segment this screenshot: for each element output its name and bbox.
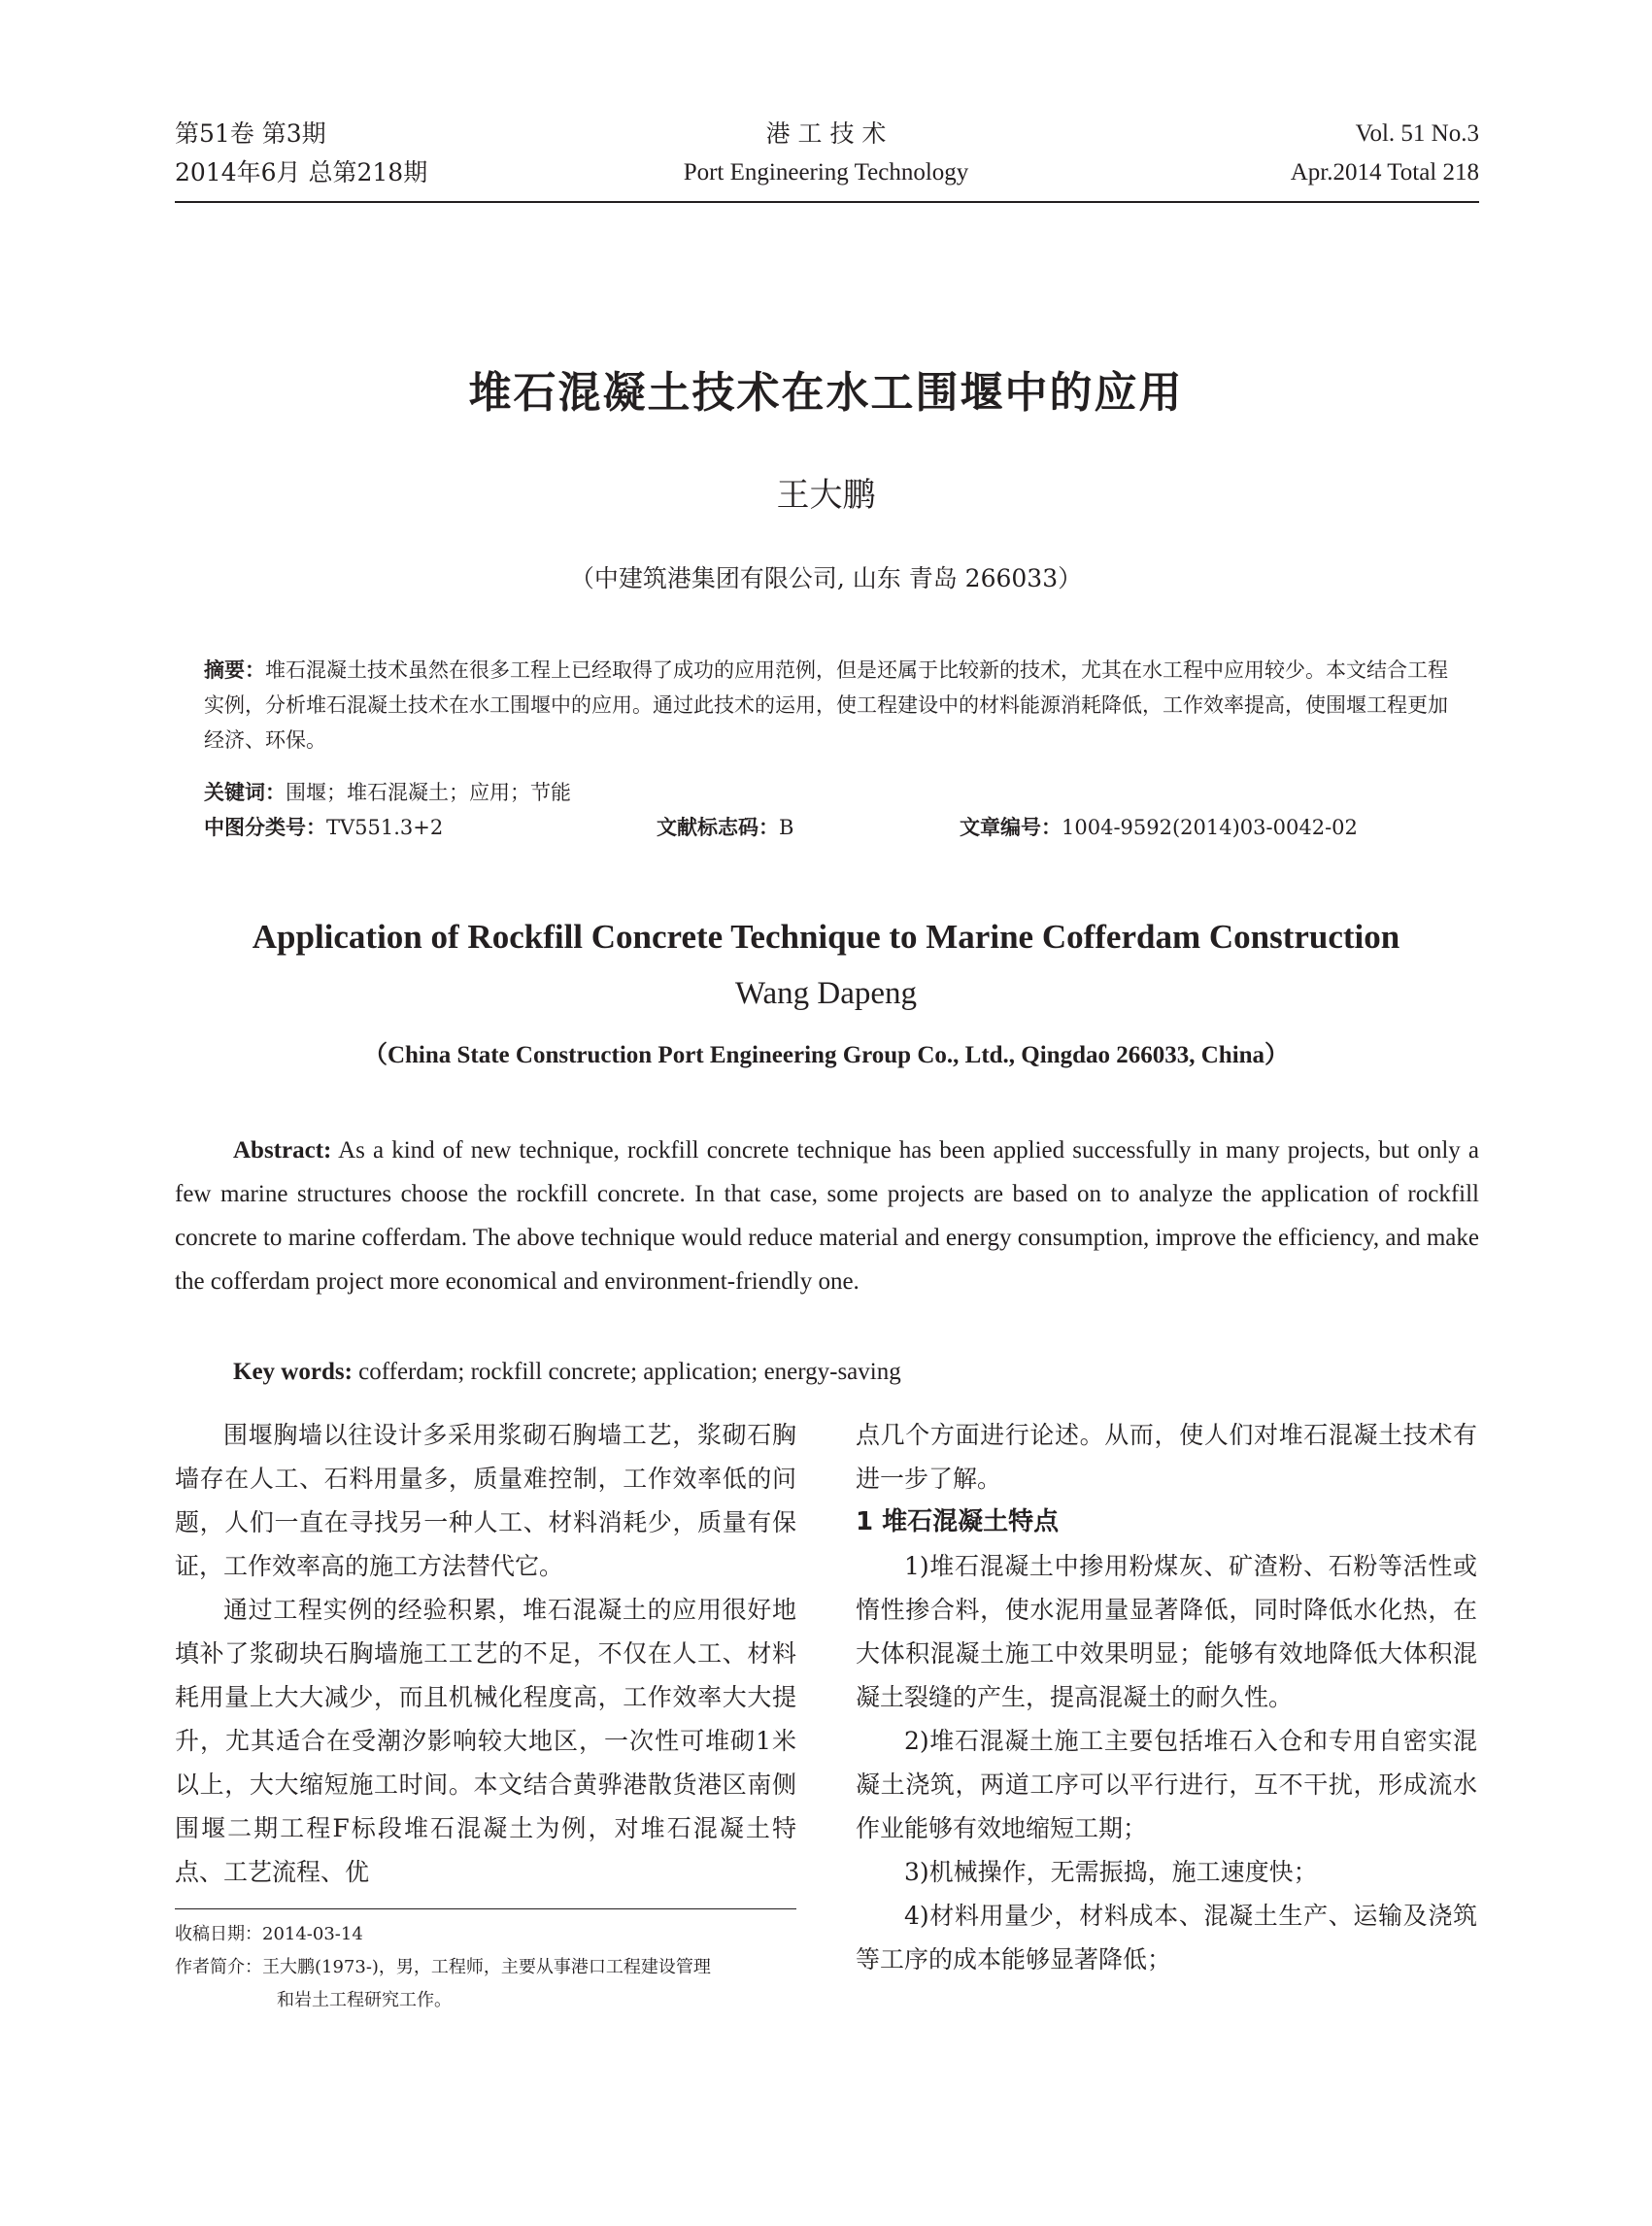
abstract-en-label: Abstract: [233,1137,332,1164]
volume-issue-en: Vol. 51 No.3 [1355,120,1479,147]
body-paragraph-continued: 点几个方面进行论述。从而，使人们对堆石混凝土技术有进一步了解。 [856,1421,1477,1493]
affiliation-cn: （中建筑港集团有限公司, 山东 青岛 266033） [569,564,1083,592]
body-paragraph: 通过工程实例的经验积累，堆石混凝土的应用很好地填补了浆砌块石胸墙施工工艺的不足，不仅在人工、材料耗用量上大大减少，而且机械化程度高，工作效率大大提升，尤其适合在受潮汐影响较大地区，一次性可堆砌1米以上，大大缩短施工时间。本文结合黄骅港散货港区南侧围堰二期工程F标段堆石混凝土为例，对堆石混凝土特点、工艺流程、优 [175,1596,796,1886]
document-code [657,810,793,845]
abstract-cn-label: 摘要： [204,658,265,682]
keywords-cn-text: 围堰；堆石混凝土；应用；节能 [286,781,571,804]
affiliation-en: （China State Construction Port Engineering Group Co., Ltd., Qingdao 266033, China） [362,1042,1290,1068]
journal-name-cn: 港 工 技 术 [765,119,887,148]
journal-issue-info-en [1291,115,1479,192]
abstract-cn-text: 堆石混凝土技术虽然在很多工程上已经取得了成功的应用范例，但是还属于比较新的技术，尤其在水工程中应用较少。本文结合工程实例，分析堆石混凝土技术在水工围堰中的应用。通过此技术的运用，使工程建设中的材料能源消耗降低，工作效率提高，使围堰工程更加经济、环保。 [204,658,1448,752]
author-bio: 作者简介：王大鹏(1973-)，男，工程师，主要从事港口工程建设管理 [175,1957,711,1977]
keywords-cn [204,775,1457,810]
paper-title-en: Application of Rockfill Concrete Technique to Marine Cofferdam Construction [252,918,1400,956]
journal-name-en: Port Engineering Technology [683,159,969,186]
abstract-en-text: As a kind of new technique, rockfill concrete technique has been applied successfully in many projects, but only a few marine structures choose the rockfill concrete. In that case, some projects are based on to analyze the application of rockfill concrete to marine cofferdam. The above technique would reduce material and energy consumption, improve the efficiency, and make the cofferdam project more economical and environment-friendly one. [175,1137,1479,1295]
clc-label: 中图分类号： [204,816,326,839]
doc-code-label: 文献标志码： [657,816,779,839]
keywords-cn-label: 关键词： [204,781,286,804]
paper-title-cn: 堆石混凝土技术在水工围堰中的应用 [468,368,1184,418]
keywords-en-label: Key words: [233,1359,353,1385]
body-paragraph: 围堰胸墙以往设计多采用浆砌石胸墙工艺，浆砌石胸墙存在人工、石料用量多，质量难控制，工作效率低的问题，人们一直在寻找另一种人工、材料消耗少，质量有保证，工作效率高的施工方法替代它。 [175,1421,796,1580]
section-heading: 1 堆石混凝土特点 [856,1507,1060,1536]
article-number-label: 文章编号： [960,816,1062,839]
date-total-issue: 2014年6月 总第218期 [175,158,428,186]
doc-code-value: B [779,816,794,839]
volume-issue: 第51卷 第3期 [175,119,326,148]
received-date: 收稿日期：2014-03-14 [175,1924,363,1944]
footnote [175,1918,816,2017]
body-right-column [856,1413,1477,1981]
article-number [960,810,1358,845]
body-left-column [175,1413,796,1894]
author-en: Wang Dapeng [734,976,918,1011]
article-number-value: 1004-9592(2014)03-0042-02 [1062,816,1358,839]
clc-number [204,810,443,845]
abstract-cn [204,653,1457,758]
list-item: 4)材料用量少，材料成本、混凝土生产、运输及浇筑等工序的成本能够显著降低； [856,1902,1477,1973]
list-item: 3)机械操作，无需振捣，施工速度快； [904,1858,1318,1886]
keywords-en [233,1350,901,1394]
author-cn: 王大鹏 [776,476,876,515]
list-item: 1)堆石混凝土中掺用粉煤灰、矿渣粉、石粉等活性或惰性掺合料，使水泥用量显著降低，同时降低水化热，在大体积混凝土施工中效果明显；能够有效地降低大体积混凝土裂缝的产生，提高混凝土的耐久性。 [856,1552,1477,1711]
list-item: 2)堆石混凝土施工主要包括堆石入仓和专用自密实混凝土浇筑，两道工序可以平行进行，互不干扰，形成流水作业能够有效地缩短工期； [856,1727,1477,1842]
date-total-en: Apr.2014 Total 218 [1290,159,1479,186]
footnote-divider [175,1908,796,1909]
header-divider [175,201,1479,203]
clc-value: TV551.3+2 [326,816,444,839]
author-bio-continued: 和岩土工程研究工作。 [277,1990,452,2010]
keywords-en-text: cofferdam; rockfill concrete; application; energy-saving [352,1359,901,1385]
abstract-en [175,1129,1479,1303]
